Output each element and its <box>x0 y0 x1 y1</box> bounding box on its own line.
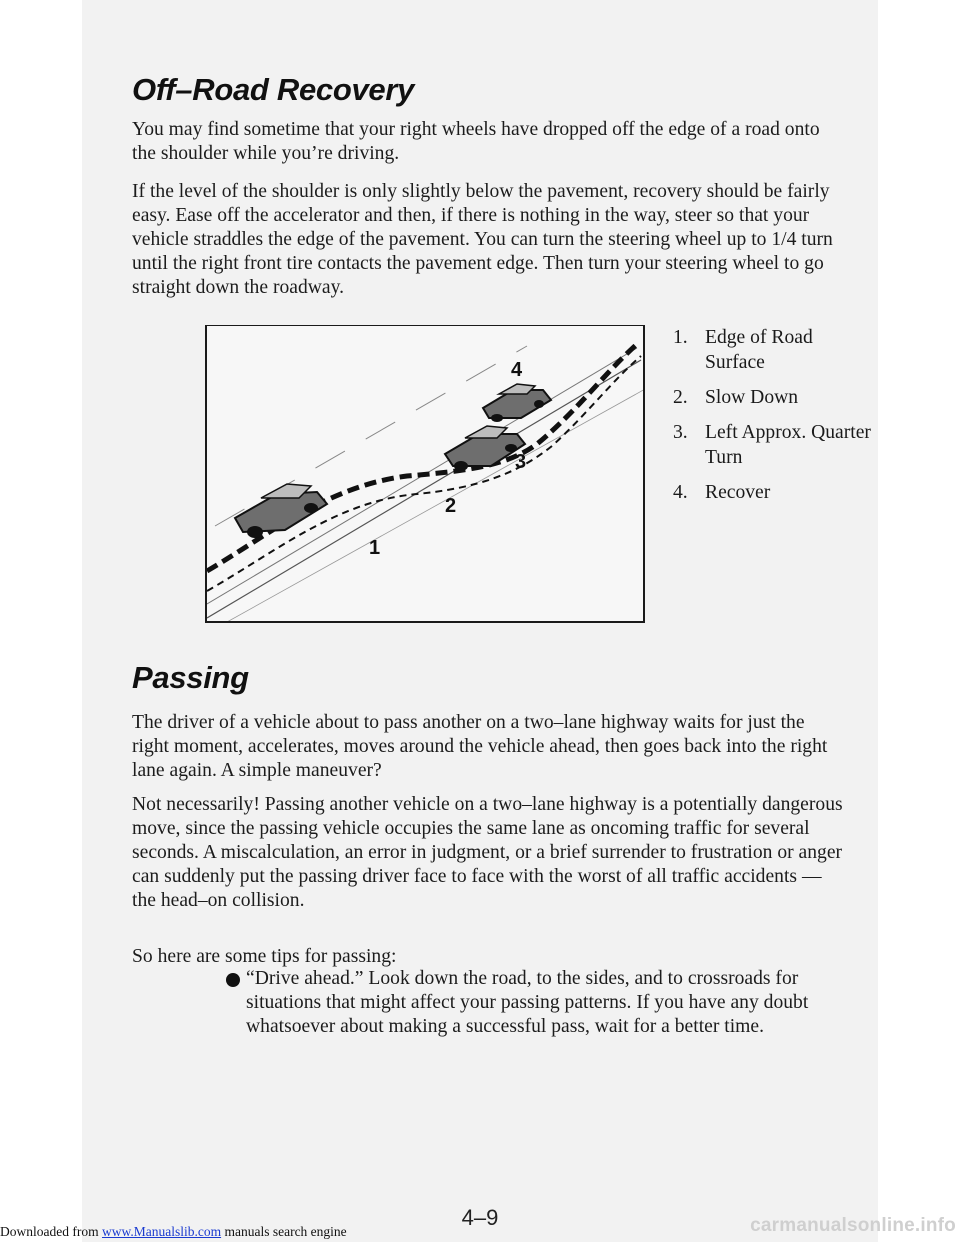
legend-item: 4. Recover <box>673 482 771 503</box>
legend-item: 2. Slow Down <box>673 387 799 408</box>
paragraph-passing-danger: Not necessarily! Passing another vehicle on a two–lane highway is a potentially dangerous move, since the passing vehicle occupies the same lane as oncoming traffic for several seconds. A miscalculation, an error in judgment, or a brief surrender to frustration or anger can suddenly put the passing driver face to face with the worst of all traffic accidents — the head–on collision. <box>132 794 843 911</box>
callout-3: 3 <box>515 451 527 473</box>
heading-passing: Passing <box>132 660 249 695</box>
figure-legend <box>673 325 873 515</box>
tip-drive-ahead: “Drive ahead.” Look down the road, to the sides, and to crossroads for situations that might affect your passing patterns. If you have any doubt whatsoever about making a successful pass, wait for a better time. <box>246 968 809 1037</box>
manualslib-link[interactable]: www.Manualslib.com <box>101 1224 222 1239</box>
callout-1: 1 <box>369 537 381 559</box>
page-number: 4–9 <box>461 1205 499 1230</box>
legend-item: 1. Edge of Road Surface <box>673 327 813 373</box>
heading-off-road-recovery: Off–Road Recovery <box>132 72 415 107</box>
legend-item: 3. Left Approx. Quarter Turn <box>673 422 871 468</box>
download-footer: Downloaded from www.Manualslib.com manuals search engine <box>0 1224 347 1239</box>
bullet-icon <box>226 973 240 987</box>
off-road-recovery-illustration <box>205 325 645 623</box>
road-diagram <box>207 326 645 623</box>
paragraph-recovery: If the level of the shoulder is only slightly below the pavement, recovery should be fairly easy. Ease off the accelerator and then, if there is nothing in the way, steer so that your vehicle straddles the edge of the pavement. You can turn the steering wheel up to 1/4 turn until the right front tire contacts the pavement edge. Then turn your steering wheel to go straight down the roadway. <box>132 181 833 298</box>
car-position-3 <box>483 384 551 422</box>
recovery-path <box>207 344 637 571</box>
car-position-2 <box>445 426 525 471</box>
car-position-1 <box>235 484 327 538</box>
paragraph-tips-intro: So here are some tips for passing: <box>132 946 397 967</box>
paragraph-passing-intro: The driver of a vehicle about to pass another on a two–lane highway waits for just the right moment, accelerates, moves around the vehicle ahead, then goes back into the right lane again. A simple maneuver? <box>132 712 828 781</box>
callout-4: 4 <box>511 359 523 381</box>
road-edge-line <box>207 360 641 618</box>
paragraph-intro: You may find sometime that your right wheels have dropped off the edge of a road onto the shoulder while you’re driving. <box>132 119 820 164</box>
watermark: carmanualsonline.info <box>750 1215 956 1236</box>
callout-2: 2 <box>445 495 457 517</box>
